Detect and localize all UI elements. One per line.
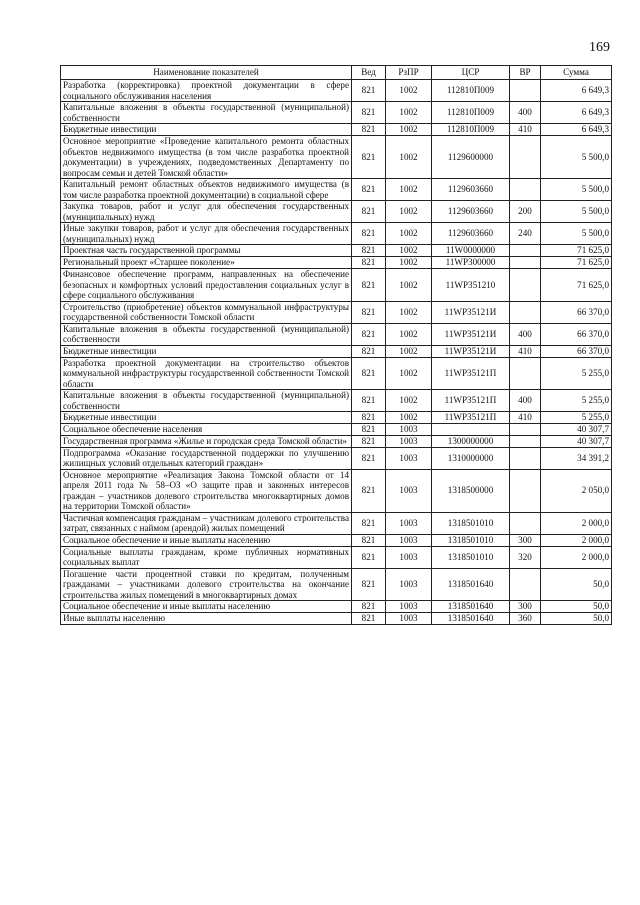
cell-sum: 34 391,2 [541, 447, 612, 469]
column-header-vr: ВР [510, 66, 541, 80]
budget-table [60, 65, 612, 625]
table-row [61, 613, 612, 625]
cell-ved: 821 [352, 613, 386, 625]
cell-sum: 50,0 [541, 613, 612, 625]
cell-ved: 821 [352, 568, 386, 601]
cell-vr: 400 [510, 323, 541, 345]
cell-csr: 1300000000 [432, 436, 510, 448]
column-header-sum: Сумма [541, 66, 612, 80]
cell-sum: 5 500,0 [541, 201, 612, 223]
cell-name: Бюджетные инвестиции [61, 345, 352, 357]
cell-sum: 2 000,0 [541, 534, 612, 546]
cell-name: Подпрограмма «Оказание государственной поддержки по улучшению жилищных условий отдельных категорий граждан» [61, 447, 352, 469]
cell-sum: 2 000,0 [541, 512, 612, 534]
table-row [61, 568, 612, 601]
cell-name: Иные закупки товаров, работ и услуг для обеспечения государственных (муниципальных) нужд [61, 223, 352, 245]
cell-vr [510, 447, 541, 469]
cell-ved: 821 [352, 179, 386, 201]
cell-csr: 11WP35121П [432, 390, 510, 412]
cell-sum: 2 050,0 [541, 469, 612, 512]
cell-csr: 11WP35121И [432, 301, 510, 323]
cell-csr: 1129600000 [432, 136, 510, 179]
cell-rzpr: 1002 [386, 223, 432, 245]
table-row [61, 412, 612, 424]
cell-rzpr: 1002 [386, 323, 432, 345]
table-row [61, 223, 612, 245]
cell-rzpr: 1003 [386, 447, 432, 469]
cell-vr: 360 [510, 613, 541, 625]
table-row [61, 546, 612, 568]
cell-rzpr: 1003 [386, 601, 432, 613]
cell-name: Социальное обеспечение населения [61, 424, 352, 436]
cell-ved: 821 [352, 447, 386, 469]
table-row [61, 447, 612, 469]
cell-vr: 410 [510, 412, 541, 424]
cell-rzpr: 1002 [386, 136, 432, 179]
cell-vr [510, 257, 541, 269]
column-header-csr: ЦСР [432, 66, 510, 80]
cell-name: Основное мероприятие «Реализация Закона Томской области от 14 апреля 2011 года № 58–ОЗ «О защите прав и законных интересов граждан – участников долевого строительства многоквартирных домов на территории Томской области» [61, 469, 352, 512]
cell-sum: 5 500,0 [541, 136, 612, 179]
table-row [61, 136, 612, 179]
cell-name: Капитальный ремонт областных объектов недвижимого имущества (в том числе разработка проектной документации) в социальной сфере [61, 179, 352, 201]
cell-rzpr: 1003 [386, 546, 432, 568]
cell-vr [510, 469, 541, 512]
cell-csr: 1318501640 [432, 613, 510, 625]
cell-rzpr: 1003 [386, 568, 432, 601]
cell-rzpr: 1002 [386, 357, 432, 390]
table-row [61, 245, 612, 257]
cell-rzpr: 1002 [386, 245, 432, 257]
cell-vr: 320 [510, 546, 541, 568]
table-row [61, 357, 612, 390]
cell-csr: 1318501640 [432, 601, 510, 613]
cell-csr: 11W0000000 [432, 245, 510, 257]
cell-name: Капитальные вложения в объекты государственной (муниципальной) собственности [61, 102, 352, 124]
cell-rzpr: 1002 [386, 390, 432, 412]
cell-rzpr: 1002 [386, 102, 432, 124]
cell-rzpr: 1003 [386, 613, 432, 625]
cell-ved: 821 [352, 601, 386, 613]
cell-sum: 5 255,0 [541, 412, 612, 424]
cell-ved: 821 [352, 424, 386, 436]
cell-csr: 112810П009 [432, 80, 510, 102]
cell-sum: 6 649,3 [541, 102, 612, 124]
cell-sum: 66 370,0 [541, 323, 612, 345]
table-row [61, 390, 612, 412]
table-row [61, 436, 612, 448]
cell-name: Закупка товаров, работ и услуг для обеспечения государственных (муниципальных) нужд [61, 201, 352, 223]
cell-name: Частичная компенсация гражданам – участникам долевого строительства затрат, связанных с наймом (арендой) жилых помещений [61, 512, 352, 534]
cell-rzpr: 1003 [386, 436, 432, 448]
cell-csr: 11WP35121П [432, 357, 510, 390]
cell-sum: 5 255,0 [541, 357, 612, 390]
cell-name: Бюджетные инвестиции [61, 412, 352, 424]
table-row [61, 269, 612, 302]
table-row [61, 424, 612, 436]
cell-name: Погашение части процентной ставки по кредитам, полученным гражданами – участниками долевого строительства на окончание строительства жилых помещений в многоквартирных домах [61, 568, 352, 601]
cell-ved: 821 [352, 245, 386, 257]
cell-csr: 112810П009 [432, 124, 510, 136]
cell-ved: 821 [352, 223, 386, 245]
cell-rzpr: 1002 [386, 80, 432, 102]
cell-rzpr: 1002 [386, 201, 432, 223]
cell-name: Проектная часть государственной программы [61, 245, 352, 257]
table-row [61, 534, 612, 546]
cell-vr: 410 [510, 345, 541, 357]
cell-csr: 11WP35121И [432, 323, 510, 345]
cell-name: Строительство (приобретение) объектов коммунальной инфраструктуры государственной собственности Томской области [61, 301, 352, 323]
cell-rzpr: 1002 [386, 345, 432, 357]
table-row [61, 102, 612, 124]
cell-rzpr: 1002 [386, 269, 432, 302]
cell-csr: 112810П009 [432, 102, 510, 124]
table-row [61, 345, 612, 357]
table-row [61, 80, 612, 102]
cell-csr: 1129603660 [432, 223, 510, 245]
cell-rzpr: 1002 [386, 124, 432, 136]
cell-vr: 400 [510, 102, 541, 124]
cell-rzpr: 1002 [386, 179, 432, 201]
cell-sum: 50,0 [541, 601, 612, 613]
cell-sum: 2 000,0 [541, 546, 612, 568]
cell-csr: 1318500000 [432, 469, 510, 512]
table-body [61, 80, 612, 625]
cell-name: Иные выплаты населению [61, 613, 352, 625]
cell-ved: 821 [352, 390, 386, 412]
cell-csr: 11WP35121И [432, 345, 510, 357]
cell-ved: 821 [352, 124, 386, 136]
cell-csr: 1318501640 [432, 568, 510, 601]
cell-name: Разработка (корректировка) проектной документации в сфере социального обслуживания населения [61, 80, 352, 102]
cell-rzpr: 1003 [386, 469, 432, 512]
cell-ved: 821 [352, 201, 386, 223]
cell-sum: 71 625,0 [541, 257, 612, 269]
cell-rzpr: 1003 [386, 534, 432, 546]
cell-rzpr: 1002 [386, 301, 432, 323]
cell-csr: 11WP300000 [432, 257, 510, 269]
cell-name: Социальные выплаты гражданам, кроме публичных нормативных социальных выплат [61, 546, 352, 568]
cell-name: Региональный проект «Старшее поколение» [61, 257, 352, 269]
table-row [61, 601, 612, 613]
cell-csr: 11WP351210 [432, 269, 510, 302]
cell-vr: 410 [510, 124, 541, 136]
column-header-rzpr: РзПР [386, 66, 432, 80]
cell-vr [510, 436, 541, 448]
cell-vr [510, 424, 541, 436]
cell-vr: 200 [510, 201, 541, 223]
cell-rzpr: 1002 [386, 257, 432, 269]
cell-sum: 5 500,0 [541, 223, 612, 245]
table-header-row [61, 66, 612, 80]
cell-vr [510, 245, 541, 257]
cell-ved: 821 [352, 102, 386, 124]
cell-csr: 1318501010 [432, 534, 510, 546]
cell-ved: 821 [352, 512, 386, 534]
cell-sum: 71 625,0 [541, 269, 612, 302]
cell-rzpr: 1002 [386, 412, 432, 424]
cell-ved: 821 [352, 323, 386, 345]
cell-vr [510, 80, 541, 102]
cell-ved: 821 [352, 534, 386, 546]
cell-ved: 821 [352, 357, 386, 390]
table-row [61, 124, 612, 136]
table-row [61, 301, 612, 323]
cell-name: Капитальные вложения в объекты государственной (муниципальной) собственности [61, 323, 352, 345]
cell-sum: 6 649,3 [541, 80, 612, 102]
cell-ved: 821 [352, 136, 386, 179]
cell-name: Финансовое обеспечение программ, направленных на обеспечение безопасных и комфортных условий предоставления социальных услуг в сфере социального обслуживания [61, 269, 352, 302]
cell-csr: 1318501010 [432, 512, 510, 534]
table-row [61, 257, 612, 269]
table-row [61, 469, 612, 512]
table-row [61, 512, 612, 534]
cell-vr: 240 [510, 223, 541, 245]
cell-sum: 40 307,7 [541, 436, 612, 448]
cell-vr [510, 179, 541, 201]
cell-vr: 400 [510, 390, 541, 412]
cell-vr: 300 [510, 534, 541, 546]
cell-vr [510, 568, 541, 601]
cell-ved: 821 [352, 80, 386, 102]
cell-vr [510, 136, 541, 179]
column-header-ved: Вед [352, 66, 386, 80]
cell-csr: 1318501010 [432, 546, 510, 568]
cell-rzpr: 1003 [386, 512, 432, 534]
table-row [61, 323, 612, 345]
cell-sum: 5 255,0 [541, 390, 612, 412]
cell-ved: 821 [352, 345, 386, 357]
cell-sum: 66 370,0 [541, 301, 612, 323]
cell-csr: 1129603660 [432, 201, 510, 223]
cell-csr [432, 424, 510, 436]
cell-csr: 1129603660 [432, 179, 510, 201]
cell-vr [510, 357, 541, 390]
page-number: 169 [589, 40, 610, 55]
cell-ved: 821 [352, 301, 386, 323]
cell-csr: 11WP35121П [432, 412, 510, 424]
cell-vr [510, 512, 541, 534]
cell-csr: 1310000000 [432, 447, 510, 469]
cell-name: Бюджетные инвестиции [61, 124, 352, 136]
table-row [61, 179, 612, 201]
cell-name: Социальное обеспечение и иные выплаты населению [61, 601, 352, 613]
cell-sum: 71 625,0 [541, 245, 612, 257]
cell-sum: 5 500,0 [541, 179, 612, 201]
cell-sum: 66 370,0 [541, 345, 612, 357]
cell-name: Государственная программа «Жилье и городская среда Томской области» [61, 436, 352, 448]
table-row [61, 201, 612, 223]
cell-vr [510, 269, 541, 302]
cell-sum: 40 307,7 [541, 424, 612, 436]
cell-ved: 821 [352, 412, 386, 424]
column-header-name: Наименование показателей [61, 66, 352, 80]
cell-ved: 821 [352, 257, 386, 269]
cell-name: Социальное обеспечение и иные выплаты населению [61, 534, 352, 546]
cell-name: Разработка проектной документации на строительство объектов коммунальной инфраструктуры государственной собственности Томской области [61, 357, 352, 390]
cell-ved: 821 [352, 269, 386, 302]
cell-rzpr: 1003 [386, 424, 432, 436]
cell-vr [510, 301, 541, 323]
cell-sum: 6 649,3 [541, 124, 612, 136]
cell-name: Капитальные вложения в объекты государственной (муниципальной) собственности [61, 390, 352, 412]
cell-vr: 300 [510, 601, 541, 613]
cell-ved: 821 [352, 546, 386, 568]
cell-ved: 821 [352, 436, 386, 448]
cell-ved: 821 [352, 469, 386, 512]
cell-name: Основное мероприятие «Проведение капитального ремонта областных объектов недвижимого имущества (в том числе разработка проектной документации) в учреждениях, подведомственных Департаменту по вопросам семьи и детей Томской области» [61, 136, 352, 179]
cell-sum: 50,0 [541, 568, 612, 601]
